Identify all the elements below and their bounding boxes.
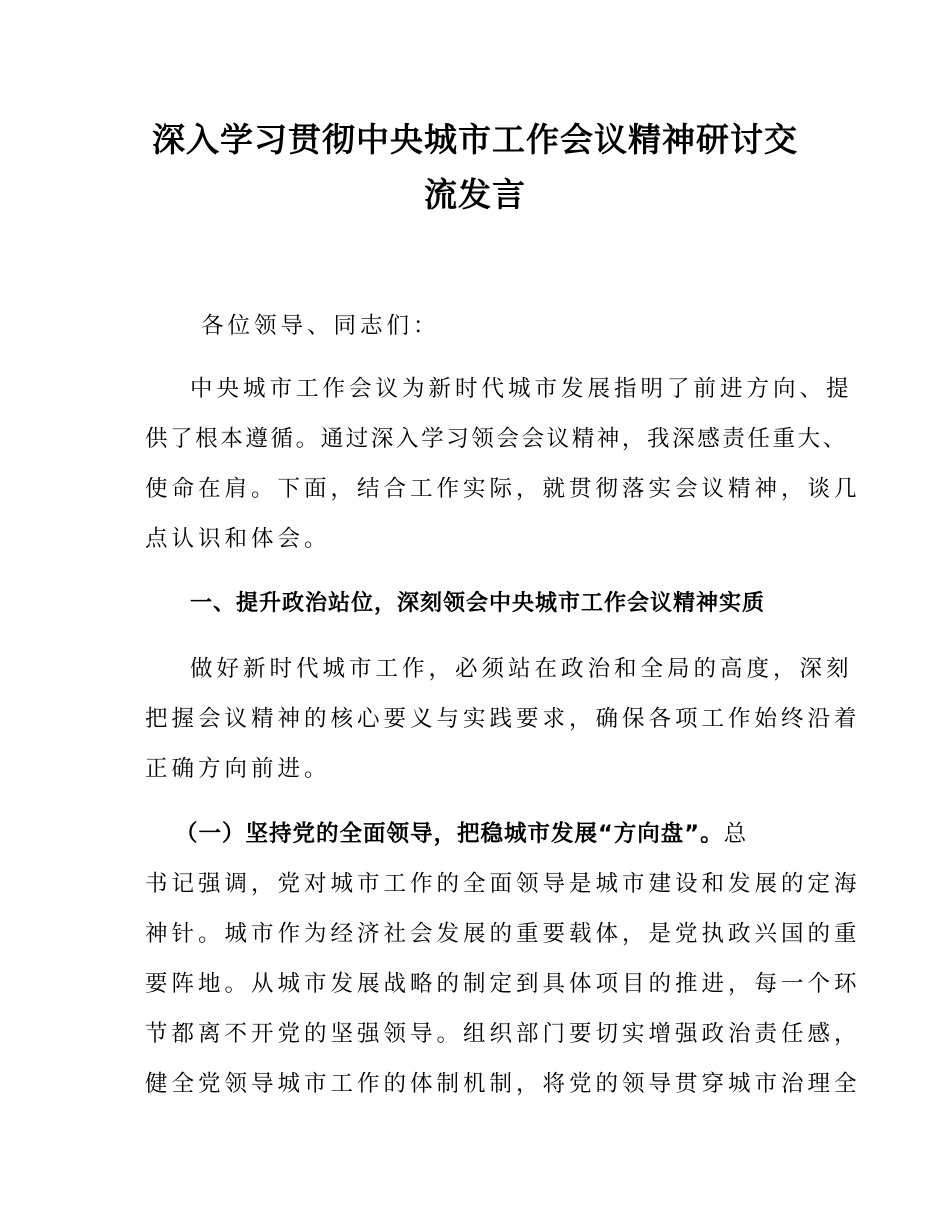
point1-heading: （一）坚持党的全面领导，把稳城市发展“方向盘”。 — [175, 821, 724, 847]
point1-line-4: 节都离不开党的坚强领导。组织部门要切实增强政治责任感， — [145, 1021, 861, 1047]
point1-line-2: 神针。城市作为经济社会发展的重要载体，是党执政兴国的重 — [145, 921, 861, 947]
document-title — [120, 112, 830, 222]
intro-line-2: 供了根本遵循。通过深入学习领会会议精神，我深感责任重大、 — [145, 426, 848, 452]
intro-line-4: 点认识和体会。 — [145, 526, 331, 552]
intro-line-3: 使命在肩。下面，结合工作实际，就贯彻落实会议精神，谈几 — [145, 476, 861, 502]
section1-line-1: 做好新时代城市工作，必须站在政治和全局的高度，深刻 — [190, 656, 853, 682]
point1-first-rest: 总 — [723, 821, 751, 847]
title-line-2: 流发言 — [424, 175, 526, 214]
title-line-1: 深入学习贯彻中央城市工作会议精神研讨交 — [152, 120, 798, 159]
point1-line-5: 健全党领导城市工作的体制机制，将党的领导贯穿城市治理全 — [145, 1071, 861, 1097]
salutation: 各位领导、同志们： — [201, 313, 440, 339]
point1-first-line — [175, 819, 855, 849]
intro-line-1: 中央城市工作会议为新时代城市发展指明了前进方向、提 — [190, 376, 853, 402]
point1-line-3: 要阵地。从城市发展战略的制定到具体项目的推进，每一个环 — [145, 971, 861, 997]
section1-line-3: 正确方向前进。 — [145, 756, 331, 782]
point1-line-1: 书记强调，党对城市工作的全面领导是城市建设和发展的定海 — [145, 871, 861, 897]
section1-line-2: 把握会议精神的核心要义与实践要求，确保各项工作始终沿着 — [145, 706, 861, 732]
section1-heading: 一、提升政治站位，深刻领会中央城市工作会议精神实质 — [190, 591, 766, 616]
